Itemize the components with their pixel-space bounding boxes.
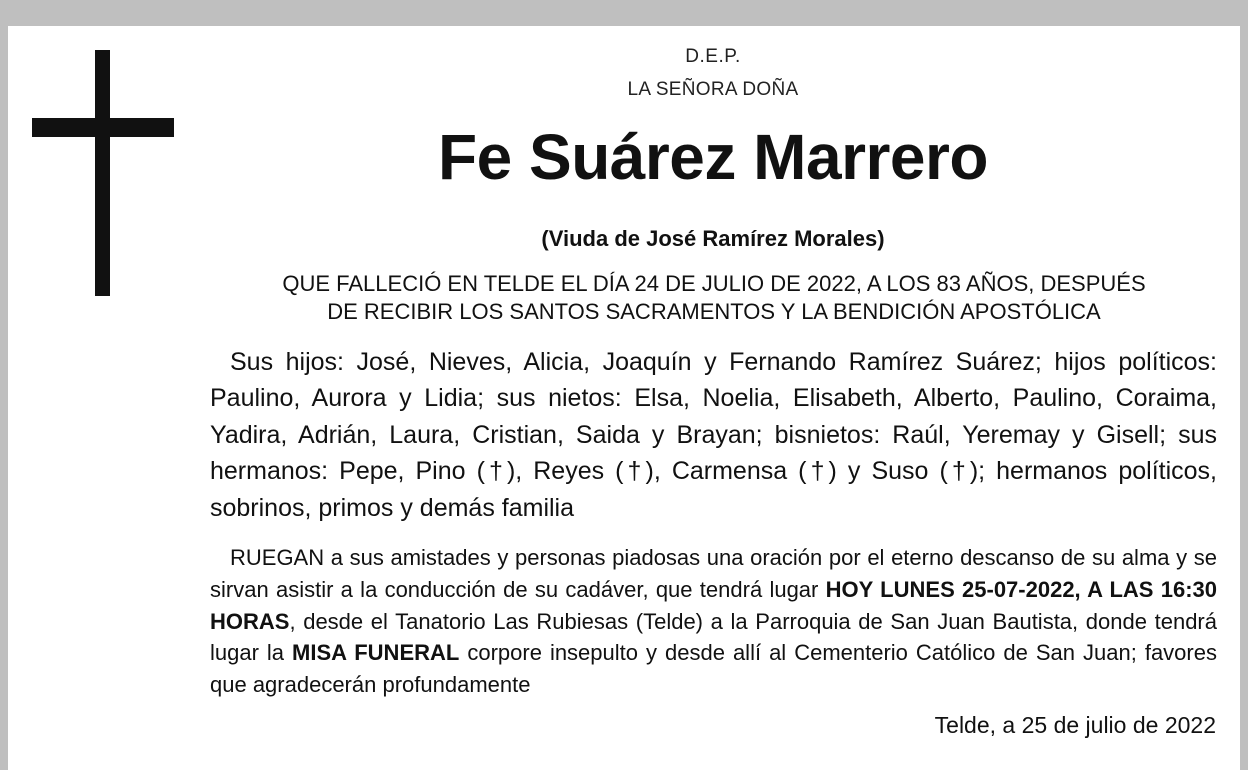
funeral-datetime: HOY LUNES 25-07-2022, A LAS 16:30 HORAS (210, 576, 1217, 634)
death-announcement (206, 270, 1222, 326)
request-text-2: , desde el Tanatorio Las Rubiesas (Telde) a la Parroquia de San Juan Bautista, donde tendrá lugar la (210, 608, 1217, 666)
family-paragraph: Sus hijos: José, Nieves, Alicia, Joaquín y Fernando Ramírez Suárez; hijos políticos: Paulino, Aurora y Lidia; sus nietos: Elsa, Noelia, Elisabeth, Alberto, Paulino, Coraima, Yadira, Adrián, Laura, Cristian, Saida y Brayan; bisnietos: Raúl, Yeremay y Gisell; sus hermanos: Pepe, Pino (†), Reyes (†), Carmensa (†) y Suso (†); hermanos políticos, sobrinos, primos y demás familia (210, 348, 1217, 522)
dep-heading: D.E.P. (685, 46, 741, 67)
honorific-heading: LA SEÑORA DOÑA (627, 79, 799, 100)
widow-of-line: (Viuda de José Ramírez Morales) (541, 226, 885, 251)
deceased-name: Fe Suárez Marrero (438, 121, 988, 193)
funeral-request-paragraph (210, 542, 1217, 701)
death-line-2: DE RECIBIR LOS SANTOS SACRAMENTOS Y LA BENDICIÓN APOSTÓLICA (327, 299, 1101, 324)
request-text-3: corpore insepulto y desde allí al Cementerio Católico de San Juan; favores que agradecerán profundamente (210, 640, 1217, 698)
request-text-1: RUEGAN a sus amistades y personas piadosas una oración por el eterno descanso de su alma y se sirvan asistir a la conducción de su cadáver, que tendrá lugar (210, 545, 1217, 602)
place-date: Telde, a 25 de julio de 2022 (934, 712, 1216, 738)
obituary-notice (8, 26, 1240, 770)
death-line-1: QUE FALLECIÓ EN TELDE EL DÍA 24 DE JULIO DE 2022, A LOS 83 AÑOS, DESPUÉS (282, 271, 1146, 296)
funeral-mass-label: MISA FUNERAL (292, 640, 460, 666)
